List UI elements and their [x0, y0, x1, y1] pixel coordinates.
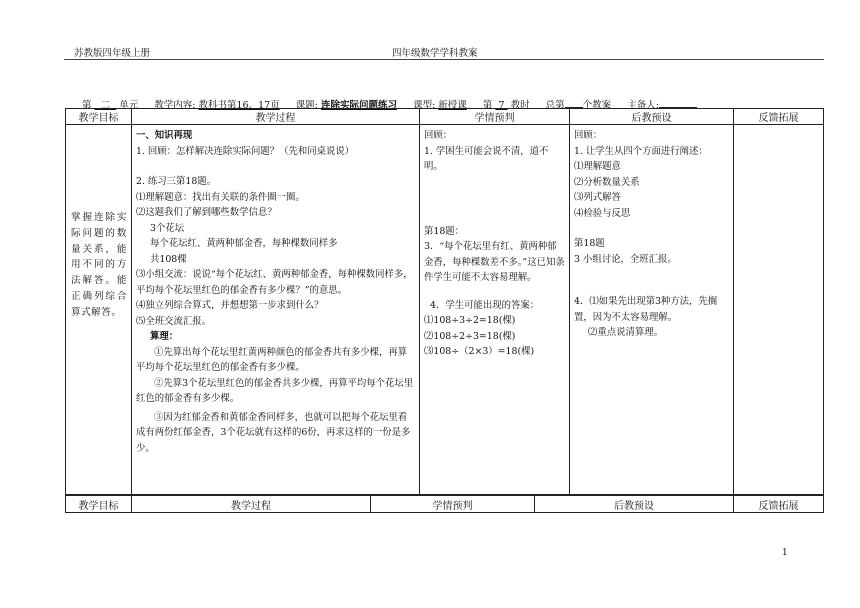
presets-line: [574, 221, 729, 236]
prediction-cell: [420, 125, 570, 495]
process-line: ③因为红郁金香和黄郁金香同样多，也就可以把每个花坛里看成有两份红郁金香，3个花坛就有这样的6份，再求这样的一份是多少。: [136, 411, 411, 454]
total-blank: [565, 98, 583, 108]
prediction-line: ⑶108÷（2×3）=18(棵): [424, 346, 535, 357]
goal-text: 掌握连除实际问题的数量关系，能用不同的方法解答。能正确列综合算式解答。: [71, 212, 127, 318]
doc-header-left: 苏教版四年级上册: [74, 48, 151, 59]
header-presets: 后教预设: [570, 109, 734, 125]
process-content: [132, 125, 419, 456]
presets-line: ⑴理解题意: [574, 161, 621, 172]
preparer-blank: [659, 98, 697, 108]
lesson-prefix: 第: [482, 100, 493, 111]
type-label: 课型:: [413, 100, 436, 111]
total-prefix: 总第: [545, 100, 565, 111]
prediction-line: 第18题：: [424, 225, 465, 237]
process-line: [136, 159, 415, 174]
feedback-content: [734, 125, 823, 128]
presets-line: ⑵重点说清算理。: [588, 327, 664, 338]
footer-goal: 教学目标: [66, 496, 132, 513]
doc-header-title: 四年级数学学科教案: [392, 48, 478, 59]
lesson-plan-table: [65, 108, 824, 495]
process-line: 3个花坛: [150, 222, 185, 234]
process-line: ⑸全班交流汇报。: [136, 315, 212, 327]
feedback-cell: [734, 125, 824, 495]
process-line: 共108棵: [150, 253, 187, 265]
process-line: ⑷独立列综合算式，并想想第一步求到什么？: [136, 300, 324, 311]
presets-cell: [570, 125, 734, 495]
header-prediction: 学情预判: [420, 109, 570, 125]
header-feedback: 反馈拓展: [734, 109, 824, 125]
presets-line: ⑵分析数量关系: [574, 176, 640, 188]
content-value: 教科书第16、17页: [198, 100, 280, 111]
presets-line: 4．⑴如果先出现第3种方法，先搁置，因为不太容易理解。: [574, 296, 718, 323]
content-label: 教学内容:: [154, 100, 196, 111]
footer-feedback: 反馈拓展: [734, 496, 824, 513]
process-line: ①先算出每个花坛里红黄两种颜色的郁金香共有多少棵，再算平均每个花坛里红色的郁金香有多少棵。: [136, 346, 408, 373]
presets-line: 1. 让学生从四个方面进行阐述：: [574, 145, 708, 157]
prediction-line: 4．学生可能出现的答案：: [430, 299, 540, 311]
process-line: 2. 练习三第18题。: [136, 176, 217, 187]
lesson-suffix: 教时: [510, 100, 530, 111]
process-line: 每个花坛红、黄两种郁金香，每种棵数同样多: [150, 238, 338, 249]
footer-prediction: 学情预判: [371, 496, 535, 513]
header-process: 教学过程: [132, 109, 420, 125]
presets-line: [574, 267, 729, 282]
process-cell: [132, 125, 420, 495]
presets-line: 3 小组讨论，全班汇报。: [574, 253, 677, 265]
goal-cell: [66, 125, 132, 495]
process-line: ⑶小组交流：说说“每个花坛红、黄两种郁金香，每种棵数同样多，平均每个花坛里红色的郁金香有多少棵？”的意思。: [136, 269, 413, 296]
presets-line: ⑶列式解答: [574, 192, 621, 203]
prediction-line: [424, 286, 565, 298]
prediction-line: ⑵108÷2÷3=18(棵): [424, 330, 516, 342]
table-header-row: [66, 109, 824, 125]
prediction-content: [420, 125, 569, 360]
topic-label: 课题:: [295, 100, 318, 111]
topic-value: 连除实际问题练习: [320, 100, 397, 111]
preparer-label: 主备人:: [627, 100, 659, 111]
presets-line: [574, 282, 729, 294]
footer-presets: 后教预设: [535, 496, 734, 513]
presets-content: [570, 125, 733, 341]
process-line: 一、知识再现: [136, 130, 193, 141]
prediction-line: [424, 205, 565, 220]
presets-line: ⑷检验与反思: [574, 207, 631, 219]
prediction-line: 回顾：: [424, 130, 453, 141]
prediction-line: 3．“每个花坛里有红、黄两种郁金香，每种棵数差不多。”这已知条件学生可能不太容易理解。: [424, 241, 565, 283]
process-line: 1. 回顾：怎样解决连除实际问题？（先和同桌说说）: [136, 145, 355, 157]
footer-header-row: [66, 496, 824, 513]
lesson-value: 7: [498, 100, 505, 111]
presets-line: 回顾：: [574, 130, 603, 141]
footer-header-table: [65, 495, 824, 513]
presets-line: 第18题: [574, 238, 605, 249]
table-body-row: [66, 125, 824, 495]
process-line: ⑵这题我们了解到哪些数学信息？: [136, 207, 277, 218]
process-line: ②先算3个花坛里红色的郁金香共多少棵，再算平均每个花坛里红色的郁金香有多少棵。: [136, 377, 414, 404]
type-value: 新授课: [438, 100, 467, 111]
unit-value: 二: [100, 100, 111, 111]
header-rule: [64, 59, 824, 60]
prediction-line: 1. 学困生可能会说不清，道不明。: [424, 145, 549, 172]
header-goal: 教学目标: [66, 109, 132, 125]
page-number: 1: [782, 548, 788, 558]
unit-suffix: 单元: [119, 100, 139, 111]
process-line: 算理：: [150, 331, 179, 342]
unit-prefix: 第: [82, 100, 92, 111]
process-line: ⑴理解题意：找出有关联的条件圈一圈。: [136, 191, 305, 203]
total-suffix: 个教案: [582, 100, 612, 111]
prediction-line: ⑴108÷3÷2=18(棵): [424, 315, 516, 326]
footer-process: 教学过程: [132, 496, 371, 513]
prediction-line: [424, 190, 565, 205]
prediction-line: [424, 175, 565, 190]
